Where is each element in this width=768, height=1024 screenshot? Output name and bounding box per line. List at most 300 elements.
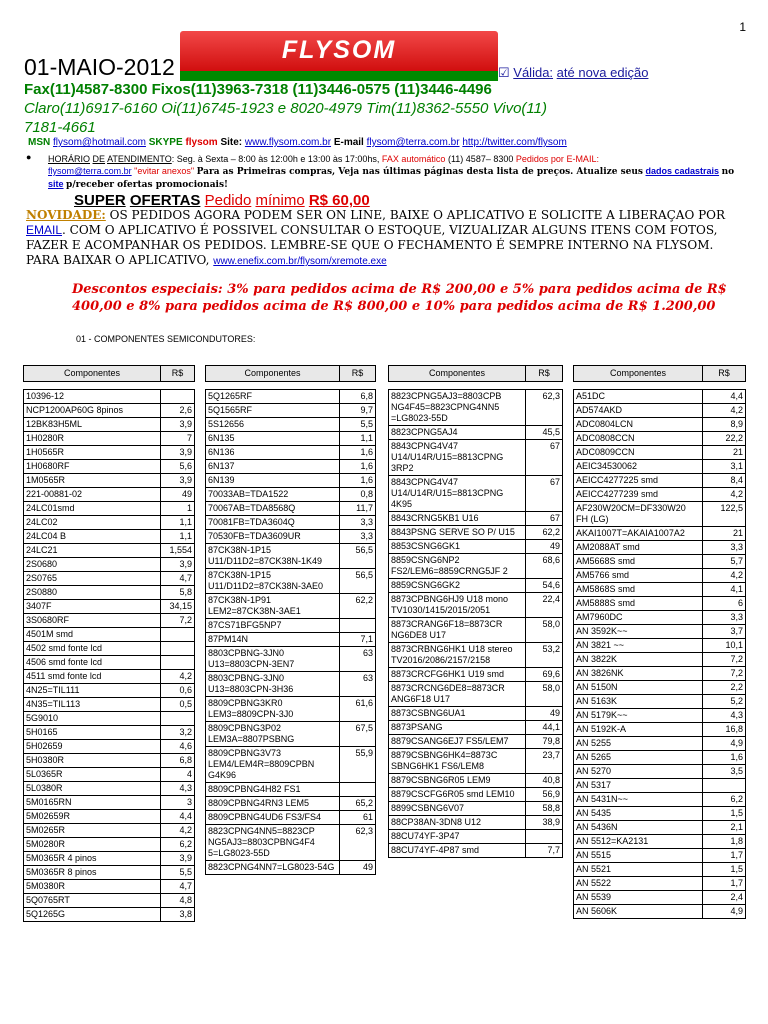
- first-purchase-note: Para as Primeiras compras, Veja nas últimas páginas desta lista de preços. Atualize seus: [196, 167, 643, 177]
- component-cell: AN 5431N~~: [574, 793, 703, 807]
- super-label: SUPER: [74, 192, 126, 209]
- component-cell: 8803CPBNG-3JN0 U13=8803CPN-3H36: [206, 672, 340, 697]
- price-cell: 7,7: [526, 844, 563, 858]
- component-cell: 8843PSNG SERVE SO P/ U15: [389, 526, 526, 540]
- table-row: [389, 721, 563, 735]
- contacts-line-3: 7181-4661: [24, 119, 96, 136]
- component-cell: 88CU74YF-4P87 smd: [389, 844, 526, 858]
- email-link[interactable]: flysom@terra.com.br: [366, 137, 460, 148]
- price-cell: 1,7: [703, 877, 746, 891]
- edition-date: 01-MAIO-2012: [24, 54, 175, 80]
- price-cell: [703, 779, 746, 793]
- component-cell: 5L0380R: [24, 782, 161, 796]
- table-row: [24, 404, 195, 418]
- component-cell: 8823CPNG4NN5=8823CP NG5AJ3=8803CPBNG4F4 5=LG8023-55D: [206, 825, 340, 861]
- table-header-row: [389, 366, 563, 382]
- price-cell: 2,6: [161, 404, 195, 418]
- table-row: [389, 682, 563, 707]
- price-cell: 1,5: [703, 863, 746, 877]
- table-row: [574, 793, 746, 807]
- component-cell: 1H0565R: [24, 446, 161, 460]
- price-cell: 4,2: [161, 824, 195, 838]
- table-row: [206, 747, 376, 783]
- price-cell: 3,1: [703, 460, 746, 474]
- download-link[interactable]: www.enefix.com.br/flysom/xremote.exe: [213, 256, 387, 267]
- price-cell: 3,9: [161, 474, 195, 488]
- component-cell: 8873CRANG6F18=8873CR NG6DE8 U17: [389, 618, 526, 643]
- table-row: [389, 802, 563, 816]
- table-row: [206, 516, 376, 530]
- component-cell: 8873CSBNG6UA1: [389, 707, 526, 721]
- table-row: [206, 418, 376, 432]
- price-cell: 22,4: [526, 593, 563, 618]
- price-cell: 5,5: [161, 866, 195, 880]
- component-cell: 8899CSBNG6V07: [389, 802, 526, 816]
- price-cell: 38,9: [526, 816, 563, 830]
- table-row: [206, 697, 376, 722]
- horario-de: DE: [92, 154, 106, 164]
- table-row: [24, 726, 195, 740]
- novidade-text-2: . COM O APLICATIVO É POSSIVEL CONSULTAR O ESTOQUE, VIZUALIZAR ALGUNS ITENS COM FOTOS, FAZER E ACOMPANHAR OS PEDIDOS. LEMBRE-SE QUE O FECHAMENTO É SEMPRE INTERNO NA FLYSOM. PARA BAIXAR O APLICATIVO,: [26, 223, 718, 267]
- component-cell: 87PM14N: [206, 633, 340, 647]
- table-row: [574, 821, 746, 835]
- price-cell: 49: [526, 540, 563, 554]
- table-row: [24, 824, 195, 838]
- price-cell: 3,9: [161, 852, 195, 866]
- price-cell: 4,4: [161, 810, 195, 824]
- table-row: [574, 502, 746, 527]
- price-cell: 44,1: [526, 721, 563, 735]
- site-link[interactable]: www.flysom.com.br: [244, 137, 332, 148]
- price-cell: 5,2: [703, 695, 746, 709]
- table-row: [574, 723, 746, 737]
- site-label: Site:: [220, 137, 243, 148]
- table-row: [206, 404, 376, 418]
- price-cell: 4,4: [703, 390, 746, 404]
- component-cell: 8823CPNG4NN7=LG8023-54G: [206, 861, 340, 875]
- component-cell: 8879CSBNG6R05 LEM9: [389, 774, 526, 788]
- table-row: [389, 440, 563, 476]
- table-row: [24, 866, 195, 880]
- component-cell: 87CK38N-1P15 U11/D11D2=87CK38N-3AE0: [206, 569, 340, 594]
- validity: [498, 65, 648, 81]
- price-cell: 0,5: [161, 698, 195, 712]
- price-cell: [340, 619, 376, 633]
- table-row: [389, 643, 563, 668]
- price-cell: 3,7: [703, 625, 746, 639]
- price-cell: 62,2: [340, 594, 376, 619]
- component-cell: AM7960DC: [574, 611, 703, 625]
- component-cell: AN 3821 ~~: [574, 639, 703, 653]
- twitter-link[interactable]: http://twitter.com/flysom: [462, 137, 567, 148]
- price-cell: 1,1: [340, 432, 376, 446]
- price-cell: 16,8: [703, 723, 746, 737]
- table-row: [574, 611, 746, 625]
- price-cell: 5,5: [340, 418, 376, 432]
- table-row: [389, 774, 563, 788]
- table-row: [24, 474, 195, 488]
- table-row: [206, 530, 376, 544]
- component-cell: 24LC04 B: [24, 530, 161, 544]
- price-cell: 7,2: [703, 667, 746, 681]
- component-cell: 8823CPNG5AJ4: [389, 426, 526, 440]
- table-row: [24, 782, 195, 796]
- component-cell: AN 5192K-A: [574, 723, 703, 737]
- table-row: [574, 653, 746, 667]
- price-cell: 1,554: [161, 544, 195, 558]
- component-cell: 2S0680: [24, 558, 161, 572]
- super-ofertas: [74, 192, 370, 209]
- component-cell: 1H0280R: [24, 432, 161, 446]
- table-row: [574, 446, 746, 460]
- table-row: [389, 579, 563, 593]
- component-cell: 8873CRBNG6HK1 U18 stereo TV2016/2086/2157/2158: [389, 643, 526, 668]
- price-cell: 5,6: [161, 460, 195, 474]
- component-cell: 6N137: [206, 460, 340, 474]
- table-row: [206, 446, 376, 460]
- table-row: [574, 390, 746, 404]
- contact-links: [28, 137, 567, 148]
- component-cell: 5Q0765RT: [24, 894, 161, 908]
- component-cell: AN 3822K: [574, 653, 703, 667]
- table-row: [389, 844, 563, 858]
- table-row: [206, 594, 376, 619]
- price-cell: 61: [340, 811, 376, 825]
- price-cell: [161, 390, 195, 404]
- valida-value: até nova edição: [556, 65, 649, 80]
- component-cell: 5M02659R: [24, 810, 161, 824]
- price-cell: 6,8: [340, 390, 376, 404]
- table-row: [24, 418, 195, 432]
- table-row: [24, 446, 195, 460]
- component-cell: 5L0365R: [24, 768, 161, 782]
- component-cell: AF230W20CM=DF330W20 FH (LG): [574, 502, 703, 527]
- table-row: [574, 639, 746, 653]
- minimum-value: R$ 60,00: [308, 192, 370, 209]
- table-row: [206, 811, 376, 825]
- component-cell: AN 5521: [574, 863, 703, 877]
- component-cell: 6N136: [206, 446, 340, 460]
- price-cell: 67: [526, 440, 563, 476]
- component-cell: 6N135: [206, 432, 340, 446]
- table-row: [574, 835, 746, 849]
- component-cell: ADC0804LCN: [574, 418, 703, 432]
- component-cell: AM5668S smd: [574, 555, 703, 569]
- price-cell: 4,2: [703, 488, 746, 502]
- price-cell: 8,4: [703, 474, 746, 488]
- price-cell: 21: [703, 527, 746, 541]
- price-cell: 1,1: [161, 530, 195, 544]
- table-row: [389, 816, 563, 830]
- price-cell: [161, 712, 195, 726]
- table-row: [24, 852, 195, 866]
- price-cell: 5,8: [161, 586, 195, 600]
- table-row: [389, 788, 563, 802]
- dados-cadastrais-link[interactable]: dados cadastrais: [645, 166, 720, 176]
- price-table-4: [573, 365, 746, 919]
- price-cell: 58,0: [526, 682, 563, 707]
- price-cell: 4: [161, 768, 195, 782]
- component-cell: 6N139: [206, 474, 340, 488]
- horario-label: HORÁRIO: [48, 154, 91, 164]
- component-cell: 4501M smd: [24, 628, 161, 642]
- component-cell: 221-00881-02: [24, 488, 161, 502]
- table-header-row: [574, 366, 746, 382]
- table-row: [574, 583, 746, 597]
- table-row: [574, 779, 746, 793]
- table-row: [574, 488, 746, 502]
- component-cell: 8843CRNG5KB1 U16: [389, 512, 526, 526]
- table-row: [206, 647, 376, 672]
- component-cell: 10396-12: [24, 390, 161, 404]
- price-cell: 69,6: [526, 668, 563, 682]
- table-row: [574, 751, 746, 765]
- table-row: [206, 474, 376, 488]
- component-cell: AM5888S smd: [574, 597, 703, 611]
- price-cell: 7: [161, 432, 195, 446]
- table-row: [574, 474, 746, 488]
- table-header-row: [24, 366, 195, 382]
- price-cell: 2,4: [703, 891, 746, 905]
- component-cell: 8859CSNG6GK2: [389, 579, 526, 593]
- table-row: [574, 807, 746, 821]
- component-cell: 4502 smd fonte lcd: [24, 642, 161, 656]
- component-cell: 5M0165RN: [24, 796, 161, 810]
- component-cell: 5Q1565RF: [206, 404, 340, 418]
- component-cell: 8873PSANG: [389, 721, 526, 735]
- component-cell: AM2088AT smd: [574, 541, 703, 555]
- table-row: [389, 512, 563, 526]
- component-cell: 12BK83H5ML: [24, 418, 161, 432]
- opening-hours: [48, 153, 748, 191]
- novidade-notice: [26, 208, 738, 269]
- component-cell: 8809CPBNG3V73 LEM4/LEM4R=8809CPBN G4K96: [206, 747, 340, 783]
- component-cell: 88CP38AN-3DN8 U12: [389, 816, 526, 830]
- price-cell: 21: [703, 446, 746, 460]
- price-cell: 3,9: [161, 558, 195, 572]
- component-cell: 4511 smd fonte lcd: [24, 670, 161, 684]
- site-link-2[interactable]: site: [48, 179, 64, 189]
- table-row: [389, 540, 563, 554]
- msn-email-link[interactable]: flysom@hotmail.com: [53, 137, 146, 148]
- component-cell: AN 5255: [574, 737, 703, 751]
- component-cell: 3S0680RF: [24, 614, 161, 628]
- col-componentes: Componentes: [24, 366, 161, 382]
- table-row: [24, 908, 195, 922]
- component-cell: 3407F: [24, 600, 161, 614]
- component-cell: AD574AKD: [574, 404, 703, 418]
- table-row: [574, 765, 746, 779]
- table-row: [574, 681, 746, 695]
- table-row: [24, 600, 195, 614]
- table-row: [389, 476, 563, 512]
- component-cell: 70081FB=TDA3604Q: [206, 516, 340, 530]
- component-cell: 1M0565R: [24, 474, 161, 488]
- component-cell: AEICC4277239 smd: [574, 488, 703, 502]
- price-cell: 4,2: [703, 569, 746, 583]
- table-row: [206, 861, 376, 875]
- component-cell: 8809CPBNG4UD6 FS3/FS4: [206, 811, 340, 825]
- contacts-line-1: Fax(11)4587-8300 Fixos(11)3963-7318 (11)3446-0575 (11)3446-4496: [24, 81, 492, 98]
- table-row: [24, 810, 195, 824]
- table-header-row: [206, 366, 376, 382]
- component-cell: 8803CPBNG-3JN0 U13=8803CPN-3EN7: [206, 647, 340, 672]
- minimo-label: mínimo: [255, 192, 305, 209]
- table-row: [24, 838, 195, 852]
- component-cell: 8809CPBNG3KR0 LEM3=8809CPN-3J0: [206, 697, 340, 722]
- fax-label: FAX automático: [381, 154, 446, 164]
- price-cell: 49: [161, 488, 195, 502]
- component-cell: AN 3592K~~: [574, 625, 703, 639]
- price-cell: 55,9: [340, 747, 376, 783]
- price-cell: 63: [340, 672, 376, 697]
- table-row: [389, 554, 563, 579]
- component-cell: 5M0380R: [24, 880, 161, 894]
- col-price: R$: [340, 366, 376, 382]
- table-row: [206, 544, 376, 569]
- table-row: [24, 712, 195, 726]
- table-row: [24, 586, 195, 600]
- component-cell: 5H0380R: [24, 754, 161, 768]
- component-cell: 8859CSNG6NP2 FS2/LEM6=8859CRNG5JF 2: [389, 554, 526, 579]
- component-cell: 70067AB=TDA8568Q: [206, 502, 340, 516]
- price-cell: 65,2: [340, 797, 376, 811]
- table-row: [574, 541, 746, 555]
- component-cell: AEIC34530062: [574, 460, 703, 474]
- atendimento-label: ATENDIMENTO: [107, 154, 172, 164]
- price-cell: 40,8: [526, 774, 563, 788]
- col-componentes: Componentes: [389, 366, 526, 382]
- price-cell: [161, 656, 195, 670]
- price-cell: 1,6: [340, 460, 376, 474]
- price-table-2: [205, 365, 376, 875]
- component-cell: AN 5317: [574, 779, 703, 793]
- novidade-label: NOVIDADE:: [26, 208, 106, 222]
- component-cell: 8823CPNG5AJ3=8803CPB NG4F45=8823CPNG4NN5 =LG8023-55D: [389, 390, 526, 426]
- orders-email-link[interactable]: flysom@terra.com.br: [48, 166, 132, 176]
- component-cell: 87CK38N-1P91 LEM2=87CK38N-3AE1: [206, 594, 340, 619]
- price-cell: 49: [340, 861, 376, 875]
- price-cell: 79,8: [526, 735, 563, 749]
- component-cell: 8843CPNG4V47 U14/U14R/U15=8813CPNG 4K95: [389, 476, 526, 512]
- component-cell: 8809CPBNG3P02 LEM3A=8807PSBNG: [206, 722, 340, 747]
- price-cell: 1,8: [703, 835, 746, 849]
- price-cell: 4,9: [703, 737, 746, 751]
- table-row: [206, 825, 376, 861]
- component-cell: 8873CRCFG6HK1 U19 smd: [389, 668, 526, 682]
- table-row: [389, 707, 563, 721]
- price-cell: 1: [161, 502, 195, 516]
- price-cell: 1,6: [340, 446, 376, 460]
- component-cell: 8873CRCNG6DE8=8873CR ANG6F18 U17: [389, 682, 526, 707]
- component-cell: 5M0365R 8 pinos: [24, 866, 161, 880]
- component-cell: 8853CSNG6GK1: [389, 540, 526, 554]
- component-cell: 1H0680RF: [24, 460, 161, 474]
- component-cell: AN 5515: [574, 849, 703, 863]
- price-cell: 23,7: [526, 749, 563, 774]
- price-cell: 62,2: [526, 526, 563, 540]
- price-cell: 1,7: [703, 849, 746, 863]
- novidade-email-link[interactable]: EMAIL: [26, 223, 63, 237]
- price-cell: 7,1: [340, 633, 376, 647]
- price-cell: 7,2: [161, 614, 195, 628]
- price-cell: 0,6: [161, 684, 195, 698]
- contacts-line-2: Claro(11)6917-6160 Oi(11)6745-1923 e 8020-4979 Tim(11)8362-5550 Vivo(11): [24, 100, 547, 117]
- price-cell: 4,3: [703, 709, 746, 723]
- table-row: [574, 863, 746, 877]
- component-cell: AN 5539: [574, 891, 703, 905]
- table-row: [574, 877, 746, 891]
- component-cell: 4N35=TIL113: [24, 698, 161, 712]
- price-cell: 67: [526, 476, 563, 512]
- table-row: [206, 569, 376, 594]
- table-row: [24, 894, 195, 908]
- table-row: [206, 797, 376, 811]
- col-price: R$: [526, 366, 563, 382]
- price-cell: 6,8: [161, 754, 195, 768]
- price-cell: 68,6: [526, 554, 563, 579]
- component-cell: AKAI1007T=AKAIA1007A2: [574, 527, 703, 541]
- skype-label: SKYPE: [148, 137, 183, 148]
- component-cell: 5M0265R: [24, 824, 161, 838]
- table-row: [206, 460, 376, 474]
- price-cell: 53,2: [526, 643, 563, 668]
- component-cell: AN 5150N: [574, 681, 703, 695]
- skype-id: flysom: [185, 137, 218, 148]
- table-row: [389, 668, 563, 682]
- component-cell: A51DC: [574, 390, 703, 404]
- price-cell: 56,5: [340, 569, 376, 594]
- email-word: E-MAIL:: [566, 154, 599, 164]
- price-cell: 10,1: [703, 639, 746, 653]
- table-row: [24, 460, 195, 474]
- table-row: [574, 527, 746, 541]
- price-cell: 4,2: [703, 404, 746, 418]
- table-row: [389, 618, 563, 643]
- ofertas-label: OFERTAS: [129, 192, 201, 209]
- component-cell: AN 5435: [574, 807, 703, 821]
- logo-text: FLYSOM: [281, 36, 397, 64]
- table-row: [389, 593, 563, 618]
- novidade-text-1: OS PEDIDOS AGORA PODEM SER ON LINE, BAIXE O APLICATIVO E SOLICITE A LIBERAÇAO POR: [109, 208, 726, 222]
- price-cell: 7,2: [703, 653, 746, 667]
- component-cell: 8879CSCFG6R05 smd LEM10: [389, 788, 526, 802]
- component-cell: 8809CPBNG4H82 FS1: [206, 783, 340, 797]
- table-row: [24, 656, 195, 670]
- price-cell: 49: [526, 707, 563, 721]
- page-number: 1: [739, 20, 746, 34]
- no-word: no: [721, 167, 735, 177]
- component-cell: AN 3826NK: [574, 667, 703, 681]
- component-cell: AN 5265: [574, 751, 703, 765]
- component-cell: 5Q1265G: [24, 908, 161, 922]
- valida-label: Válida:: [513, 65, 554, 80]
- component-cell: 5Q1265RF: [206, 390, 340, 404]
- table-row: [574, 737, 746, 751]
- table-row: [24, 796, 195, 810]
- table-row: [24, 614, 195, 628]
- table-row: [389, 749, 563, 774]
- table-row: [574, 891, 746, 905]
- component-cell: ADC0809CCN: [574, 446, 703, 460]
- component-cell: 8809CPBNG4RN3 LEM5: [206, 797, 340, 811]
- table-row: [574, 667, 746, 681]
- table-row: [24, 684, 195, 698]
- table-row: [24, 768, 195, 782]
- component-cell: AN 5436N: [574, 821, 703, 835]
- table-row: [574, 597, 746, 611]
- table-row: [574, 460, 746, 474]
